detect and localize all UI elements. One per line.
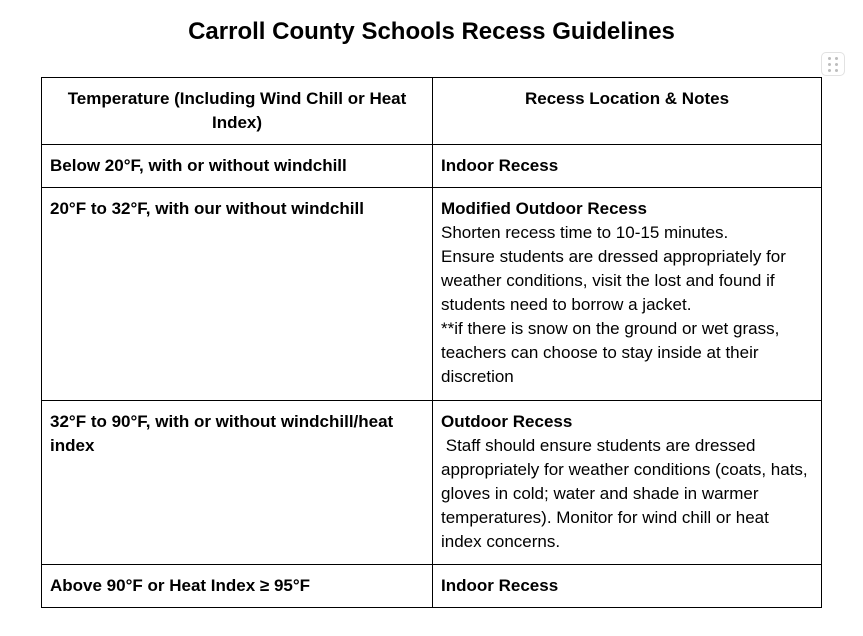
table-row — [42, 401, 822, 565]
location-cell — [433, 401, 822, 565]
location-notes: Shorten recess time to 10-15 minutes. Ensure students are dressed appropriately for weather conditions, visit the lost and found if students need to borrow a jacket. **if there is snow on the ground or wet grass, teachers can choose to stay inside at their discretion — [441, 223, 786, 386]
table-row — [42, 565, 822, 608]
location-cell — [433, 145, 822, 188]
location-cell — [433, 565, 822, 608]
recess-guidelines-table — [41, 77, 822, 608]
location-label: Outdoor Recess — [441, 412, 573, 431]
location-cell — [433, 188, 822, 401]
temperature-cell: Above 90°F or Heat Index ≥ 95°F — [42, 565, 433, 608]
drag-handle-icon[interactable] — [821, 52, 845, 76]
header-location-notes: Recess Location & Notes — [433, 78, 822, 145]
temperature-cell: 20°F to 32°F, with our without windchill — [42, 188, 433, 401]
table-row — [42, 188, 822, 401]
header-temperature: Temperature (Including Wind Chill or Heat Index) — [42, 78, 433, 145]
temperature-cell: 32°F to 90°F, with or without windchill/heat index — [42, 401, 433, 565]
location-notes: Staff should ensure students are dressed appropriately for weather conditions (coats, hats, gloves in cold; water and shade in warmer temperatures). Monitor for wind chill or heat index concerns. — [441, 436, 813, 551]
location-label: Indoor Recess — [441, 576, 559, 595]
location-label: Indoor Recess — [441, 156, 559, 175]
temperature-cell: Below 20°F, with or without windchill — [42, 145, 433, 188]
table-header-row — [42, 78, 822, 145]
page-title: Carroll County Schools Recess Guidelines — [188, 18, 675, 45]
location-label: Modified Outdoor Recess — [441, 199, 647, 218]
table-row — [42, 145, 822, 188]
